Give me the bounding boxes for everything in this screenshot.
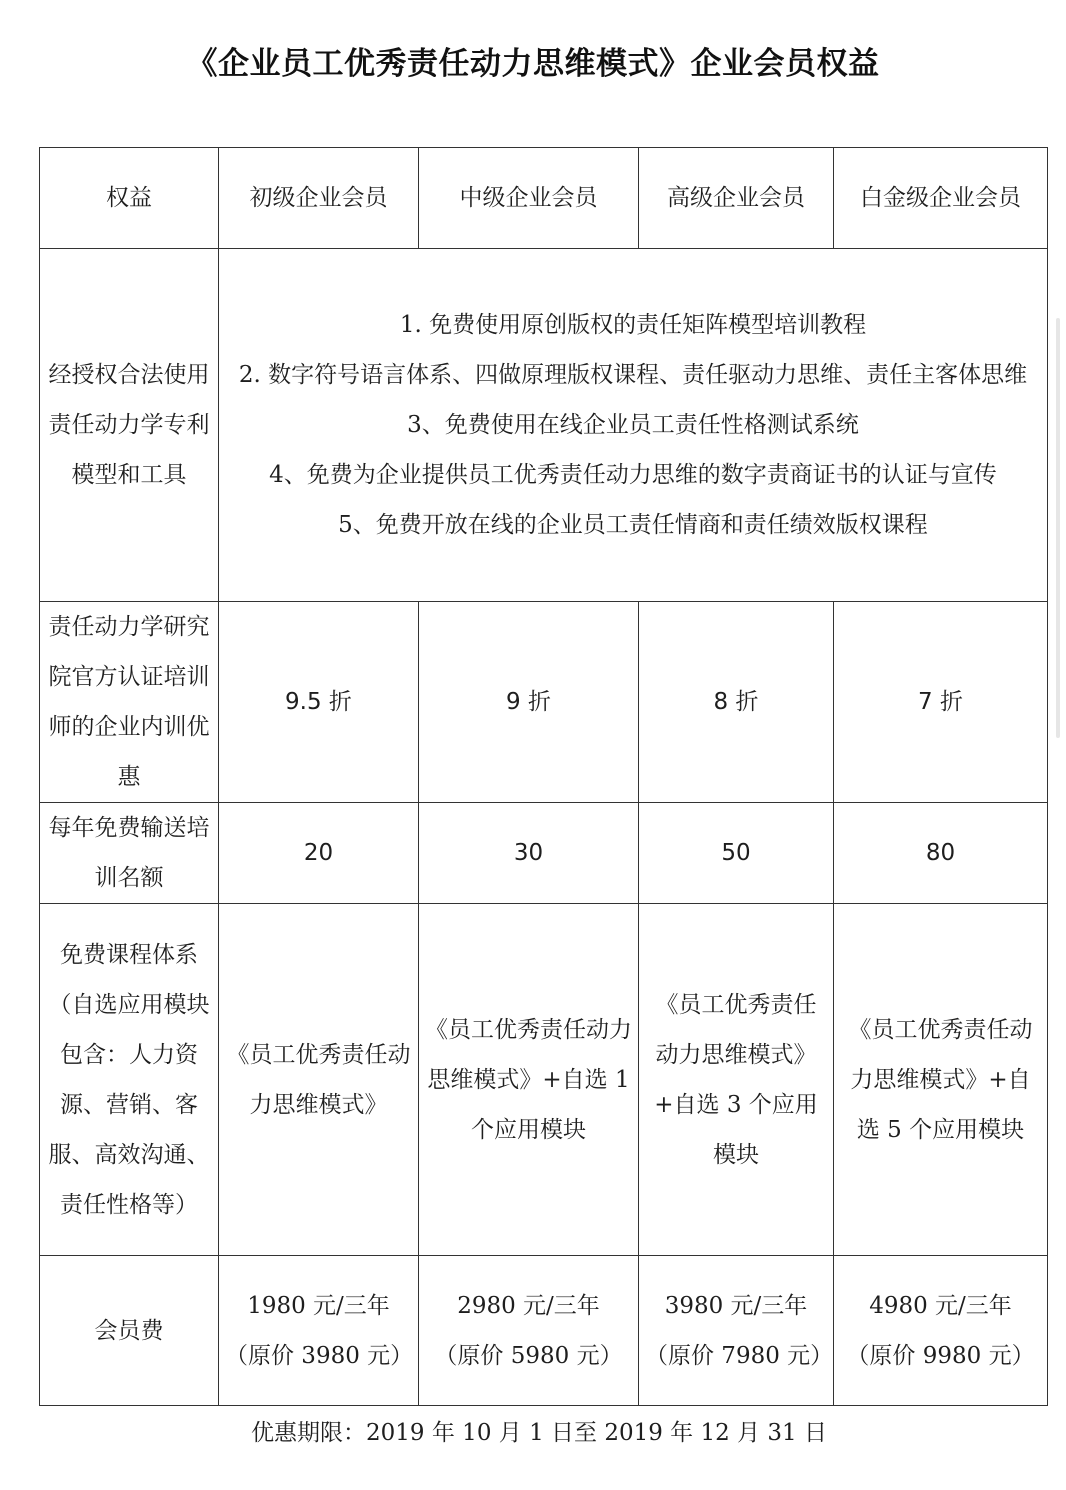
course-basic: 《员工优秀责任动力思维模式》 bbox=[219, 904, 419, 1256]
course-row-label: 免费课程体系（自选应用模块包含：人力资源、营销、客服、高效沟通、责任性格等） bbox=[40, 904, 219, 1256]
course-platinum: 《员工优秀责任动力思维模式》+自选 5 个应用模块 bbox=[834, 904, 1048, 1256]
quota-row-label: 每年免费输送培训名额 bbox=[40, 803, 219, 904]
discount-row bbox=[40, 602, 1048, 803]
fee-platinum bbox=[834, 1256, 1048, 1406]
header-tier-basic: 初级企业会员 bbox=[219, 148, 419, 249]
discount-intermediate: 9 折 bbox=[419, 602, 639, 803]
header-tier-advanced: 高级企业会员 bbox=[639, 148, 834, 249]
license-row bbox=[40, 249, 1048, 602]
course-intermediate: 《员工优秀责任动力思维模式》+自选 1 个应用模块 bbox=[419, 904, 639, 1256]
license-item: 2. 数字符号语言体系、四做原理版权课程、责任驱动力思维、责任主客体思维 bbox=[238, 362, 1028, 388]
fee-row bbox=[40, 1256, 1048, 1406]
benefits-table bbox=[39, 147, 1048, 1406]
discount-platinum: 7 折 bbox=[834, 602, 1048, 803]
header-benefit: 权益 bbox=[40, 148, 219, 249]
quota-platinum: 80 bbox=[834, 803, 1048, 904]
license-item: 4、免费为企业提供员工优秀责任动力思维的数字责商证书的认证与宣传 bbox=[269, 462, 997, 488]
fee-price: 3980 元/三年 bbox=[664, 1292, 808, 1319]
fee-price: 2980 元/三年 bbox=[457, 1292, 600, 1319]
page-title: 《企业员工优秀责任动力思维模式》企业会员权益 bbox=[186, 46, 880, 82]
license-item: 5、免费开放在线的企业员工责任情商和责任绩效版权课程 bbox=[338, 512, 928, 538]
license-item: 3、免费使用在线企业员工责任性格测试系统 bbox=[407, 412, 859, 438]
header-tier-platinum: 白金级企业会员 bbox=[834, 148, 1048, 249]
discount-basic: 9.5 折 bbox=[219, 602, 419, 803]
fee-basic bbox=[219, 1256, 419, 1406]
quota-advanced: 50 bbox=[639, 803, 834, 904]
license-items bbox=[219, 249, 1048, 602]
discount-advanced: 8 折 bbox=[639, 602, 834, 803]
fee-intermediate bbox=[419, 1256, 639, 1406]
discount-row-label: 责任动力学研究院官方认证培训师的企业内训优惠 bbox=[40, 602, 219, 803]
course-row bbox=[40, 904, 1048, 1256]
quota-basic: 20 bbox=[219, 803, 419, 904]
fee-original-price: （原价 7980 元） bbox=[645, 1342, 834, 1369]
fee-price: 1980 元/三年 bbox=[247, 1292, 390, 1319]
course-advanced: 《员工优秀责任动力思维模式》+自选 3 个应用模块 bbox=[639, 904, 834, 1256]
scroll-indicator[interactable] bbox=[1056, 318, 1060, 738]
fee-row-label: 会员费 bbox=[40, 1256, 219, 1406]
quota-intermediate: 30 bbox=[419, 803, 639, 904]
fee-original-price: （原价 9980 元） bbox=[846, 1342, 1035, 1369]
header-tier-intermediate: 中级企业会员 bbox=[419, 148, 639, 249]
fee-price: 4980 元/三年 bbox=[869, 1292, 1012, 1319]
license-row-label: 经授权合法使用责任动力学专利模型和工具 bbox=[40, 249, 219, 602]
promotion-period: 优惠期限：2019 年 10 月 1 日至 2019 年 12 月 31 日 bbox=[251, 1420, 827, 1446]
fee-original-price: （原价 3980 元） bbox=[225, 1342, 414, 1369]
quota-row bbox=[40, 803, 1048, 904]
table-header-row bbox=[40, 148, 1048, 249]
fee-original-price: （原价 5980 元） bbox=[434, 1342, 623, 1369]
license-item: 1. 免费使用原创版权的责任矩阵模型培训教程 bbox=[399, 312, 867, 338]
fee-advanced bbox=[639, 1256, 834, 1406]
